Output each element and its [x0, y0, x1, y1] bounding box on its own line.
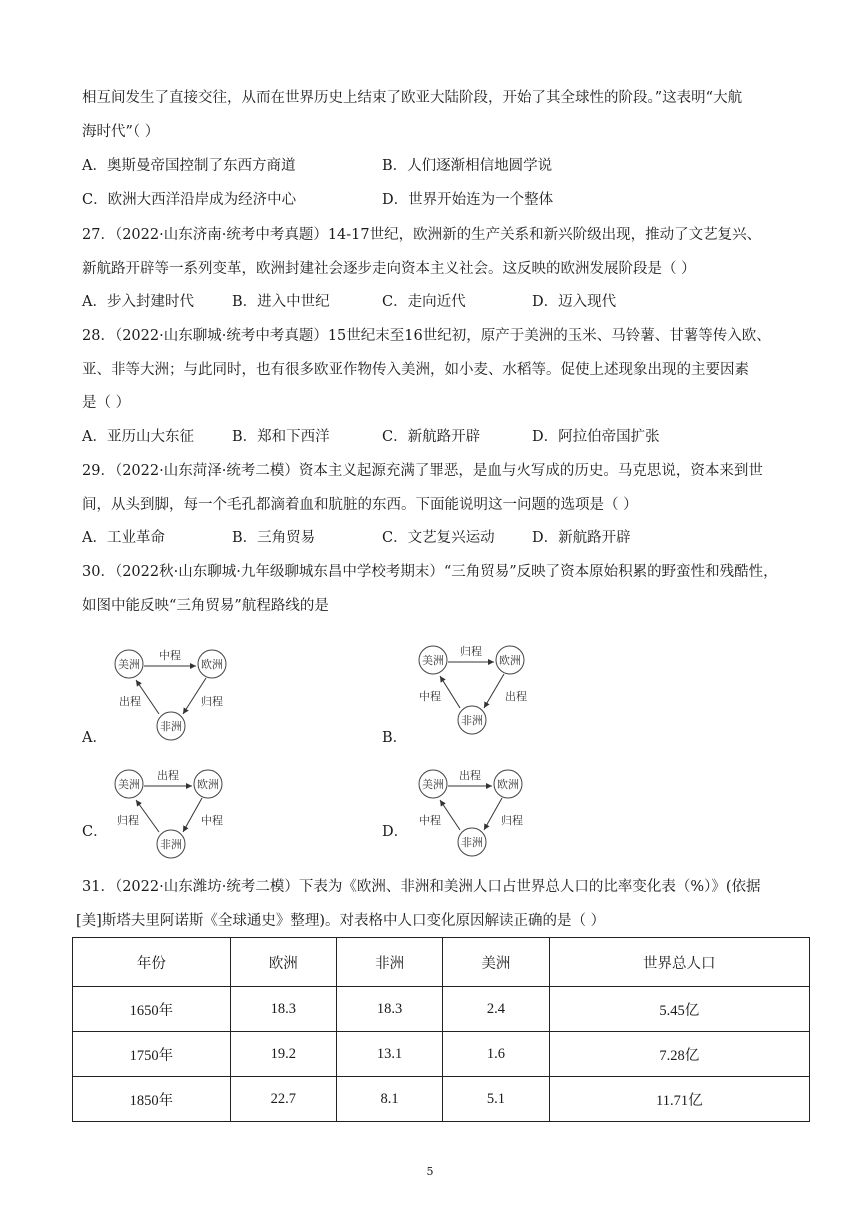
q28-option-d[interactable]: D．阿拉伯帝国扩张 — [532, 429, 660, 445]
node-africa-label: 非洲 — [160, 720, 182, 733]
table-cell: 7.28亿 — [549, 1032, 809, 1077]
q28-text-line2: 亚、非等大洲；与此同时，也有很多欧亚作物传入美洲，如小麦、水稻等。促使上述现象出现的主要因素 — [82, 362, 749, 378]
q30-option-d-label[interactable]: D． — [382, 824, 409, 840]
q26-option-a[interactable]: A．奥斯曼帝国控制了东西方商道 — [82, 158, 296, 174]
q28-option-c[interactable]: C．新航路开辟 — [382, 429, 481, 445]
node-africa-label: 非洲 — [160, 838, 182, 851]
column-header: 美洲 — [443, 938, 549, 987]
table-cell: 11.71亿 — [549, 1077, 809, 1122]
node-europe-label: 欧洲 — [499, 654, 521, 667]
table-row — [73, 1077, 810, 1122]
q27-text-line1: 27．（2022·山东济南·统考中考真题）14-17世纪，欧洲新的生产关系和新兴阶级出现，推动了文艺复兴、 — [82, 227, 762, 243]
q30-text-line2: 如图中能反映“三角贸易”航程路线的是 — [82, 598, 329, 614]
column-header: 欧洲 — [230, 938, 336, 987]
q26-option-b[interactable]: B．人们逐渐相信地圆学说 — [382, 158, 553, 174]
table-cell: 2.4 — [443, 987, 549, 1032]
node-americas-label: 美洲 — [422, 654, 444, 667]
column-header: 年份 — [73, 938, 231, 987]
table-cell: 18.3 — [230, 987, 336, 1032]
q29-text-line2: 间，从头到脚，每一个毛孔都滴着血和肮脏的东西。下面能说明这一问题的选项是（ ） — [82, 497, 638, 513]
column-header: 非洲 — [336, 938, 442, 987]
route-label-left: 中程 — [419, 690, 441, 703]
route-label-left: 出程 — [119, 695, 141, 708]
q30-text-line1: 30．（2022秋·山东聊城·九年级聊城东昌中学校考期末）“三角贸易”反映了资本原始积累的野蛮性和残酷性， — [82, 564, 778, 580]
route-label-right: 归程 — [501, 814, 523, 827]
route-label-top: 出程 — [459, 769, 481, 782]
node-africa-label: 非洲 — [461, 836, 483, 849]
table-cell: 18.3 — [336, 987, 442, 1032]
q30-option-c-label[interactable]: C． — [82, 824, 108, 840]
table-cell: 19.2 — [230, 1032, 336, 1077]
table-row — [73, 987, 810, 1032]
node-europe-label: 欧洲 — [201, 658, 223, 671]
q30-diagram-b[interactable] — [412, 640, 542, 740]
q26-option-c[interactable]: C．欧洲大西洋沿岸成为经济中心 — [82, 192, 297, 208]
table-row — [73, 1032, 810, 1077]
route-label-left: 归程 — [117, 814, 139, 827]
q30-option-a-label[interactable]: A． — [82, 730, 107, 746]
q28-text-line1: 28．（2022·山东聊城·统考中考真题）15世纪末至16世纪初，原产于美洲的玉米、马铃薯、甘薯等传入欧、 — [82, 328, 771, 344]
route-label-right: 出程 — [505, 690, 527, 703]
route-label-top: 归程 — [460, 645, 482, 658]
node-europe-label: 欧洲 — [197, 778, 219, 791]
q30-diagram-a[interactable] — [108, 644, 238, 744]
q31-text-line2: [美]斯塔夫里阿诺斯《全球通史》整理)。对表格中人口变化原因解读正确的是（ ） — [76, 913, 606, 929]
q29-option-a[interactable]: A．工业革命 — [82, 530, 165, 546]
node-americas-label: 美洲 — [118, 778, 140, 791]
q29-option-c[interactable]: C．文艺复兴运动 — [382, 530, 495, 546]
q29-option-b[interactable]: B．三角贸易 — [232, 530, 316, 546]
population-table — [72, 937, 810, 1122]
q31-text-line1: 31．（2022·山东潍坊·统考二模）下表为《欧洲、非洲和美洲人口占世界总人口的比率变化表（%）》(依据 — [82, 879, 761, 895]
table-cell: 1650年 — [73, 987, 231, 1032]
route-label-right: 中程 — [201, 814, 223, 827]
q30-diagram-c[interactable] — [108, 764, 238, 864]
q27-option-a[interactable]: A．步入封建时代 — [82, 294, 194, 310]
node-americas-label: 美洲 — [422, 778, 444, 791]
node-americas-label: 美洲 — [118, 658, 140, 671]
q28-option-a[interactable]: A．亚历山大东征 — [82, 429, 194, 445]
route-label-top: 出程 — [157, 769, 179, 782]
route-label-left: 中程 — [419, 814, 441, 827]
route-label-top: 中程 — [159, 649, 181, 662]
table-cell: 22.7 — [230, 1077, 336, 1122]
q27-option-c[interactable]: C．走向近代 — [382, 294, 466, 310]
q28-text-line3: 是（ ） — [82, 395, 131, 411]
table-cell: 13.1 — [336, 1032, 442, 1077]
table-cell: 5.1 — [443, 1077, 549, 1122]
node-europe-label: 欧洲 — [497, 778, 519, 791]
q26-text-line2: 海时代”（ ） — [82, 124, 160, 140]
q26-text-line1: 相互间发生了直接交往，从而在世界历史上结束了欧亚大陆阶段，开始了其全球性的阶段。”这表明“大航 — [82, 90, 743, 106]
q30-diagram-d[interactable] — [412, 758, 542, 858]
q29-text-line1: 29．（2022·山东菏泽·统考二模）资本主义起源充满了罪恶，是血与火写成的历史。马克思说，资本来到世 — [82, 463, 763, 479]
q30-option-b-label[interactable]: B． — [382, 730, 408, 746]
column-header: 世界总人口 — [549, 938, 809, 987]
route-label-right: 归程 — [201, 695, 223, 708]
table-cell: 1.6 — [443, 1032, 549, 1077]
q28-option-b[interactable]: B．郑和下西洋 — [232, 429, 330, 445]
q29-option-d[interactable]: D．新航路开辟 — [532, 530, 631, 546]
q26-option-d[interactable]: D．世界开始连为一个整体 — [382, 192, 554, 208]
table-cell: 1850年 — [73, 1077, 231, 1122]
node-africa-label: 非洲 — [461, 714, 483, 727]
table-cell: 1750年 — [73, 1032, 231, 1077]
q27-option-d[interactable]: D．迈入现代 — [532, 294, 617, 310]
page-number: 5 — [426, 1165, 434, 1178]
table-cell: 8.1 — [336, 1077, 442, 1122]
q27-option-b[interactable]: B．进入中世纪 — [232, 294, 330, 310]
table-cell: 5.45亿 — [549, 987, 809, 1032]
table-header-row — [73, 938, 810, 987]
q27-text-line2: 新航路开辟等一系列变革，欧洲封建社会逐步走向资本主义社会。这反映的欧洲发展阶段是（ ） — [82, 261, 696, 277]
